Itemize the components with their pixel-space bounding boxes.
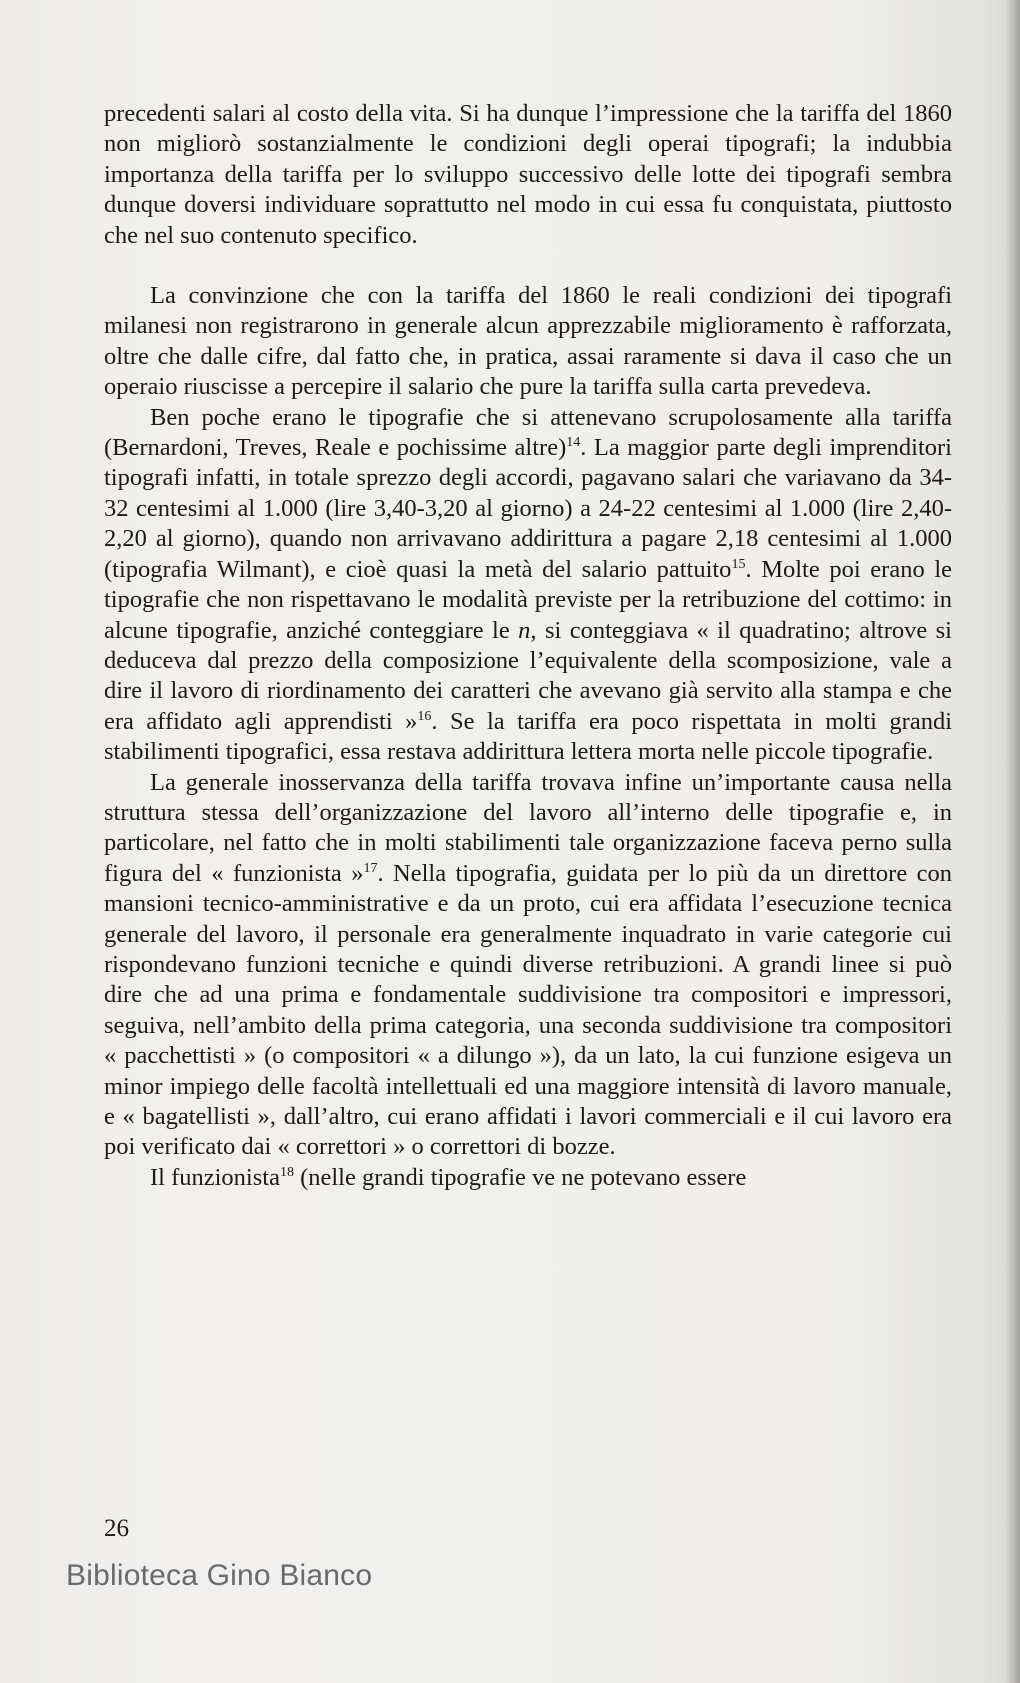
text-segment: precedenti salari al costo della vita. Si ha dunque l’impressione che la tariffa del 1860 non migliorò sostanzialmente le condizioni degli operai tipografi; la indubbia importanza della tariffa per lo sviluppo successivo delle lotte dei tipografi sembra dunque doversi individuare soprattutto nel modo in cui essa fu conquistata, piuttosto che nel suo contenuto specifico.	[104, 100, 952, 249]
page-edge-shadow	[1006, 0, 1020, 1683]
footnote-ref: 16	[417, 708, 432, 724]
footnote-ref: 14	[566, 434, 581, 450]
footnote-ref: 18	[279, 1164, 294, 1180]
text-segment: , si conteggiava « il quadratino; altrove si deduceva dal prezzo della composizione l’equivalente della scomposizione, vale a dire il lavoro di riordinamento dei caratteri che avevano già servito alla stampa e che era affidato agli apprendisti »	[104, 616, 952, 735]
footnote-ref: 17	[363, 860, 378, 876]
text-segment: . Molte poi erano le tipografie che non rispettavano le modalità previste per la retribuzione del cottimo: in alcune tipografie, anziché conteggiare le	[104, 555, 952, 644]
text-segment: . Se la tariffa era poco rispettata in molti grandi stabilimenti tipografici, essa restava addirittura lettera morta nelle piccole tipografie.	[104, 707, 952, 766]
paragraph-1	[104, 99, 952, 251]
paragraph-gap	[104, 251, 952, 281]
paragraph-4	[104, 768, 952, 1163]
italic-text: n	[518, 616, 531, 644]
text-segment: La generale inosservanza della tariffa trovava infine un’importante causa nella struttura stessa dell’organizzazione del lavoro all’interno delle tipografie e, in particolare, nel fatto che in molti stabilimenti tale organizzazione faceva perno sulla figura del « funzionista »	[104, 768, 952, 887]
text-segment: . La maggior parte degli imprenditori tipografi infatti, in totale sprezzo degli accordi, pagavano salari che variavano da 34-32 centesimi al 1.000 (lire 3,40-3,20 al giorno) a 24-22 centesimi al 1.000 (lire 2,40-2,20 al giorno), quando non arrivavano addirittura a pagare 2,18 centesimi al 1.000 (tipografia Wilmant), e cioè quasi la metà del salario pattuito	[104, 434, 952, 583]
text-segment: La convinzione che con la tariffa del 1860 le reali condizioni dei tipografi milanesi non registrarono in generale alcun apprezzabile miglioramento è rafforzata, oltre che dalle cifre, dal fatto che, in pratica, assai raramente si dava il caso che un operaio riuscisse a percepire il salario che pure la tariffa sulla carta prevedeva.	[104, 282, 952, 401]
paragraph-5	[104, 1163, 952, 1193]
library-watermark: Biblioteca Gino Bianco	[66, 1559, 373, 1592]
text-segment: . Nella tipografia, guidata per lo più da un direttore con mansioni tecnico-amministrative e da un proto, cui era affidata l’esecuzione tecnica generale del lavoro, il personale era generalmente inquadrato in varie categorie cui rispondevano funzioni tecniche e quindi diverse retribuzioni. A grandi linee si può dire che ad una prima e fondamentale suddivisione tra compositori e impressori, seguiva, nell’ambito della prima categoria, una seconda suddivisione tra compositori « pacchettisti » (o compositori « a dilungo »), da un lato, la cui funzione esigeva un minor impiego delle facoltà intellettuali ed una maggiore intensità di lavoro manuale, e « bagatellisti », dall’altro, cui erano affidati i lavori commerciali e il cui lavoro era poi verificato dai « correttori » o correttori di bozze.	[104, 859, 952, 1161]
text-segment: (nelle grandi tipografie ve ne potevano essere	[293, 1163, 747, 1191]
paragraph-3	[104, 403, 952, 768]
text-segment: Ben poche erano le tipografie che si attenevano scrupolosamente alla tariffa (Bernardoni, Treves, Reale e pochissime altre)	[104, 403, 952, 462]
page-number: 26	[104, 1515, 129, 1542]
body-text	[104, 99, 952, 1193]
footnote-ref: 15	[731, 556, 746, 572]
paragraph-2	[104, 281, 952, 403]
text-segment: Il funzionista	[150, 1163, 280, 1191]
